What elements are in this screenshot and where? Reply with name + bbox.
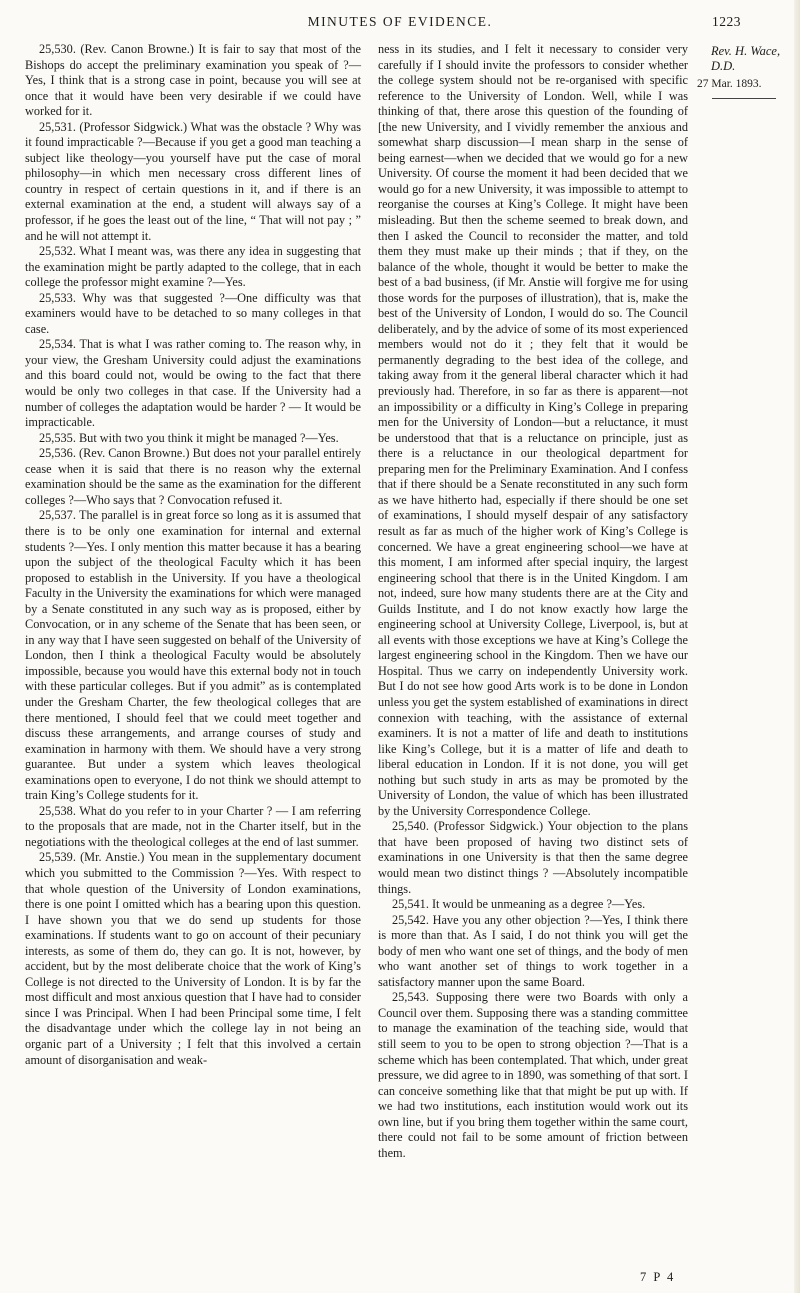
- paragraph: 25,542. Have you any other objection ?—Yes, I think there is more than that. As I said, I do not think you will get the body of men who want one set of things, and the body of men who want another set of things to work together in a satisfactory manner upon the same Board.: [378, 912, 688, 989]
- page-edge: [794, 0, 800, 1293]
- evidence-date: 27 Mar. 1893.: [697, 78, 762, 90]
- paragraph: 25,533. Why was that suggested ?—One difficulty was that examiners would have to be detached to so many colleges in that case.: [25, 290, 361, 336]
- page-number: 1223: [712, 14, 741, 29]
- margin-rule: [712, 98, 776, 99]
- paragraph: 25,541. It would be unmeaning as a degree ?—Yes.: [392, 897, 646, 912]
- right-column: [378, 42, 688, 1161]
- paragraph: 25,530. (Rev. Canon Browne.) It is fair to say that most of the Bishops do accept the preliminary examination you speak of ?—Yes, I think that is a strong case in point, because you will see at once that it would have been very desirable if we could have worked for it.: [25, 42, 361, 119]
- running-header: MINUTES OF EVIDENCE.: [307, 14, 493, 29]
- paragraph: 25,537. The parallel is in great force so long as it is assumed that there is to be only one examination for internal and external students ?—Yes. I only mention this matter because it has a bearing upon the subject of the theological Faculty which it has been proposed to establish in the University. If you have a theological Faculty in the University the examinations for which were managed by a Senate constituted in any such way as is proposed, either by Convocation, or in any scheme of the Senate that has been seen, or in any way that I have seen suggested on behalf of the University of London, then I think a theological Faculty would be absolutely impossible, because you would have this external body not in touch with these particular colleges. But if you admit” as is contemplated under the Gresham Charter, the few theological colleges that are there mentioned, I should feel that we could meet together and discuss these arrangements, and arrange courses of study and examination in harmony with them. We should have a very strong guarantee. But under a system which leaves theological examinations open to everyone, I do not think we should attempt to train King’s College students for it.: [25, 508, 361, 803]
- paragraph: 25,532. What I meant was, was there any idea in suggesting that the examination might be partly adapted to the college, that in each college the professor might examine ?—Yes.: [25, 244, 361, 290]
- paragraph: 25,543. Supposing there were two Boards with only a Council over them. Supposing there was a standing committee to manage the examination of the teaching side, would that still seem to you to be open to strong objection ?—That is a scheme which has been contemplated. That which, under great pressure, we did agree to in 1890, was something of that sort. I can conceive something like that that might be put up with. If we had two institutions, each institution would work out its own line, but if you bring them together within the same court, there could not fail to be some amount of friction between them.: [378, 990, 688, 1160]
- paragraph: ness in its studies, and I felt it necessary to consider very carefully if I should invite the professors to consider whether the college system should not be re-organised with specific reference to the University of London. Well, while I was thinking of that, there arose this question of the founding of [the new University, and I vividly remember the anxious and somewhat sharp discussion—I mean sharp in the sense of being earnest—when we decided that we would go for a new University. Of course the moment it had been decided that we would go for a new University, it was impossible to attempt to reorganise the courses at King’s College. It might have been misleading. But then the scheme seemed to break down, and then I asked the Council to reconsider the matter, and told them they must make up their minds ; that if they, on the balance of the whole, thought it would be better to make the best of a bad business, (if Mr. Anstie will forgive me for using those words for the purposes of illustration), that is, make the best of the University of London, I would do so. The Council deliberately, and by the advice of some of its most experienced members would not do it ; they felt that it would be permanently degrading to the best idea of the college, and taking away from it the general liberal character which it had previously had. Therefore, in so far as there is apparent—not an impossibility or a difficulty in King’s College in preparing men for the University of London—but a reluctance, it must be understood that that is a reluctance on principle, just as there is a reluctance in our theological department for preparing men for the Preliminary Examination. And I confess that if there should be a Senate reconstituted in any such form as we have hitherto had, especially if there should be one set of examinations, I should myself despair of any satisfactory result as far as much of the higher work of King’s College is concerned. We have a great engineering school—we have at this moment, I am informed after special inquiry, the largest engineering school that there is in the United Kingdom. I am not, indeed, sure how many students there are at the City and Guilds Institute, and I do not know exactly how large the engineering school at University College, Liverpool, is, but at all events with those exceptions we have at King’s College the largest engineering school in the Kingdom. Then we have our Hospital. Thus we carry on independently University work. But I do not see how good Arts work is to be done in London unless you get the system established of examinations in direct connexion with teaching, with the assistance of external examiners. It is not a matter of life and death to institutions like King’s College, but it is a matter of life and death to liberal education in London. If it is not done, you will get nothing but such study in arts as may be promoted by the University of London, the value of which has been illustrated by the University Correspondence College.: [378, 42, 688, 818]
- paragraph: 25,531. (Professor Sidgwick.) What was the obstacle ? Why was it found impracticable ?—Because if you get a good man teaching a subject like theology—you yourself have put the case of moral philosophy—in which men necessary cross different lines of country in respect of certain questions in it, and if there is an external examination at the end, a student will always say of a professor, if he goes the least out of the line, “ That will not pay ; ” and he will not attempt it.: [25, 119, 361, 243]
- paragraph: 25,539. (Mr. Anstie.) You mean in the supplementary document which you submitted to the Commission ?—Yes. With respect to that whole question of the University of London examinations, there is one point I omitted which has a bearing upon this question. I have shown you that we do send up students for those examinations. If students want to go on account of their pecuniary interests, as some of them do, they can go. It is not, however, by accident, but by the most deliberate choice that the work of King’s College is not directed to the University of London. It is by far the most difficult and most anxious question that I have had to consider since I was Principal. When I had been Principal some time, I felt the disadvantage under which the college lay in not being an organic part of a University ; I felt that this involved a certain amount of disorganisation and weak-: [25, 850, 361, 1067]
- paragraph: 25,535. But with two you think it might be managed ?—Yes.: [39, 430, 339, 445]
- paragraph: 25,540. (Professor Sidgwick.) Your objection to the plans that have been proposed of having two distinct sets of examinations in one University is that then the same degree would mean two distinct things ? —Absolutely incompatible things.: [378, 819, 688, 896]
- paragraph: 25,534. That is what I was rather coming to. The reason why, in your view, the Gresham University could adjust the examinations and this board could not, would be owing to the fact that there would be only two colleges in that case. If the University had a number of colleges the adaptation would be harder ? — It would be impracticable.: [25, 337, 361, 430]
- witness-name: Rev. H. Wace, D.D.: [711, 44, 781, 73]
- paragraph: 25,536. (Rev. Canon Browne.) But does not your parallel entirely cease when it is said that there is no reason why the external examination should be the same as the examination for the different colleges ?—Who says that ? Convocation refused it.: [25, 446, 361, 507]
- paragraph: 25,538. What do you refer to in your Charter ? — I am referring to the proposals that are made, not in the Charter itself, but in the negotiations with the theological colleges at the end of last summer.: [25, 803, 361, 849]
- printer-signature: 7 P 4: [640, 1270, 676, 1284]
- left-column: [25, 42, 361, 1068]
- margin-note: [697, 44, 797, 99]
